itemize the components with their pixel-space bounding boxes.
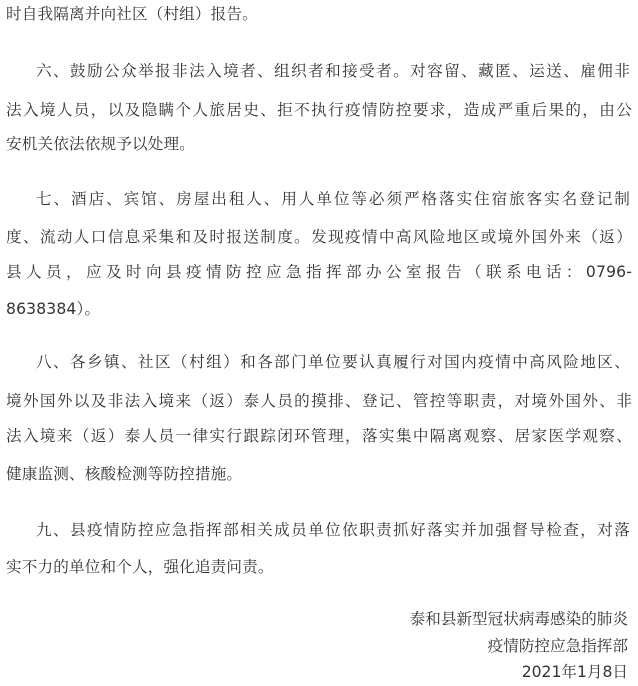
paragraph-line: 实不力的单位和个人，强化追责问责。 bbox=[6, 558, 274, 576]
paragraph-line: 健康监测、核酸检测等防控措施。 bbox=[6, 465, 243, 483]
paragraph-line: 七、酒店、宾馆、房屋出租人、用人单位等必须严格落实住宿旅客实名登记制 bbox=[36, 190, 630, 208]
signature-date: 2021年1月8日 bbox=[521, 663, 628, 681]
paragraph-line: 县人员，应及时向县疫情防控应急指挥部办公室报告（联系电话：0796- bbox=[6, 263, 632, 281]
paragraph-line: 8638384）。 bbox=[6, 300, 101, 318]
paragraph-line: 度、流动人口信息采集和及时报送制度。发现疫情中高风险地区或境外国外来（返） bbox=[6, 228, 632, 246]
paragraph-line: 法入境人员，以及隐瞒个人旅居史、拒不执行疫情防控要求，造成严重后果的，由公 bbox=[6, 101, 632, 119]
paragraph-line: 安机关依法依规予以处理。 bbox=[6, 135, 195, 153]
paragraph-line: 九、县疫情防控应急指挥部相关成员单位依职责抓好落实并加强督导检查，对落 bbox=[36, 521, 630, 539]
signature-org-line-1: 泰和县新型冠状病毒感染的肺炎 bbox=[409, 610, 628, 628]
paragraph-line: 法入境来（返）泰人员一律实行跟踪闭环管理，落实集中隔离观察、居家医学观察、 bbox=[6, 427, 632, 445]
signature-org-line-2: 疫情防控应急指挥部 bbox=[487, 637, 628, 655]
paragraph-line: 八、各乡镇、社区（村组）和各部门单位要认真履行对国内疫情中高风险地区、 bbox=[36, 353, 630, 371]
paragraph-line: 时自我隔离并向社区（村组）报告。 bbox=[6, 5, 258, 23]
paragraph-line: 六、鼓励公众举报非法入境者、组织者和接受者。对容留、藏匿、运送、雇佣非 bbox=[36, 62, 630, 80]
paragraph-line: 境外国外以及非法入境来（返）泰人员的摸排、登记、管控等职责，对境外国外、非 bbox=[6, 392, 632, 410]
